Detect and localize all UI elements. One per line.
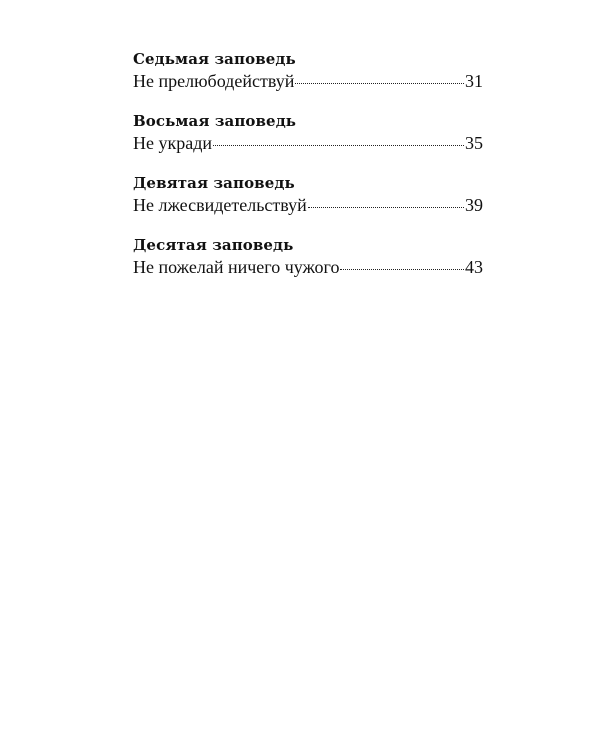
toc-entry-line — [133, 256, 483, 278]
toc-entry-title: Не пожелай ничего чужого — [133, 257, 340, 277]
toc-entry-page-number: 39 — [465, 195, 483, 215]
toc-entry-heading: Десятая заповедь — [133, 236, 294, 254]
toc-entry-seventh-commandment — [133, 50, 483, 92]
table-of-contents — [133, 50, 483, 298]
toc-entry-eighth-commandment — [133, 112, 483, 154]
toc-entry-tenth-commandment — [133, 236, 483, 278]
toc-entry-heading: Девятая заповедь — [133, 174, 295, 192]
toc-entry-heading: Седьмая заповедь — [133, 50, 296, 68]
dot-leader — [308, 207, 464, 208]
toc-entry-title: Не прелюбодействуй — [133, 71, 295, 91]
dot-leader — [213, 145, 464, 146]
toc-entry-ninth-commandment — [133, 174, 483, 216]
toc-entry-line — [133, 194, 483, 216]
dot-leader — [295, 83, 464, 84]
toc-entry-title: Не лжесвидетельствуй — [133, 195, 307, 215]
dot-leader — [340, 269, 464, 270]
toc-entry-page-number: 31 — [465, 71, 483, 91]
toc-entry-title: Не укради — [133, 133, 213, 153]
toc-entry-line — [133, 132, 483, 154]
toc-entry-heading: Восьмая заповедь — [133, 112, 297, 130]
toc-entry-line — [133, 70, 483, 92]
toc-entry-page-number: 43 — [465, 257, 483, 277]
toc-entry-page-number: 35 — [465, 133, 483, 153]
